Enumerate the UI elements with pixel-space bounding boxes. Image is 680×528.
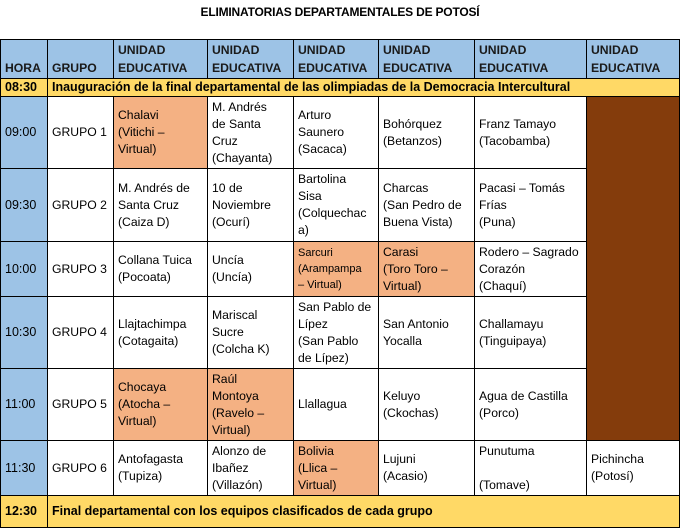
header-line: EDUCATIVA (298, 61, 368, 75)
school-cell (379, 441, 475, 496)
row-time: 10:00 (1, 242, 48, 297)
school-cell (379, 97, 475, 169)
opening-row (1, 79, 680, 97)
table-row (1, 369, 680, 441)
cell-text-line: (Atocha – (118, 397, 171, 411)
cell-text-line: Keluyo (383, 388, 421, 403)
row-group: GRUPO 6 (48, 441, 114, 496)
cell-text-line: (Betanzos) (383, 133, 442, 148)
header-row (1, 40, 680, 79)
table-row (1, 169, 680, 242)
row-group: GRUPO 1 (48, 97, 114, 169)
cell-text-line: Chocaya (118, 380, 167, 394)
cell-text-line: (Ckochas) (383, 405, 439, 420)
cell-text-line: Franz Tamayo (479, 116, 556, 131)
row-time: 11:00 (1, 369, 48, 441)
table-row (1, 242, 680, 297)
cell-text-line: de Santa (212, 116, 261, 131)
cell-text-line: Bolivia (298, 443, 334, 458)
school-cell (114, 441, 208, 496)
header-hora: HORA (1, 40, 48, 79)
cell-text-line: Antofagasta (118, 452, 184, 466)
cell-text-line: M. Andrés (212, 99, 267, 114)
cell-text-line: (Acasio) (383, 469, 428, 483)
table-row (1, 297, 680, 369)
cell-text-line: Buena Vista) (383, 214, 453, 229)
school-cell (208, 441, 294, 496)
cell-text-line: Noviembre (212, 197, 271, 212)
header-line: UNIDAD (298, 43, 346, 57)
row-time: 11:30 (1, 441, 48, 496)
cell-text-line: Charcas (383, 180, 429, 195)
cell-text-line: (Ravelo – (212, 405, 265, 420)
school-cell (208, 169, 294, 242)
cell-text-line: (Arampampa (298, 263, 362, 275)
cell-text-line: (Cotagaita) (118, 333, 179, 348)
cell-text-line: Carasi (383, 244, 419, 259)
cell-text-line: (Caiza D) (118, 214, 170, 229)
cell-text-line: (Tupiza) (118, 469, 163, 483)
cell-text-line: (Potosí) (591, 469, 634, 483)
row-group: GRUPO 2 (48, 169, 114, 242)
header-line: EDUCATIVA (118, 61, 188, 75)
cell-text-line: Yocalla (383, 333, 422, 348)
school-cell (294, 441, 379, 496)
table-row (1, 97, 680, 169)
closing-time: 12:30 (1, 496, 48, 528)
header-unidad-educativa-5 (475, 40, 587, 79)
cell-text-line: (Vitichi – (118, 125, 165, 139)
cell-text-line: Bartolina (298, 172, 347, 186)
school-cell (208, 297, 294, 369)
header-line: EDUCATIVA (479, 61, 549, 75)
cell-text-line: Arturo (298, 108, 332, 122)
header-line: UNIDAD (591, 43, 639, 57)
row-time: 09:00 (1, 97, 48, 169)
header-line: EDUCATIVA (212, 61, 282, 75)
school-cell (114, 297, 208, 369)
cell-text-line: M. Andrés de (118, 180, 190, 195)
school-cell (475, 369, 587, 441)
cell-text-line: Uncía (212, 253, 244, 267)
cell-text-line: Chalavi (118, 108, 159, 122)
cell-text-line: Saunero (298, 125, 345, 139)
cell-text-line: Raúl (212, 371, 238, 386)
cell-text-line: (Sacaca) (298, 142, 347, 156)
school-cell (114, 169, 208, 242)
cell-text-line: Ibañez (212, 460, 249, 475)
cell-text-line: (Chayanta) (212, 150, 273, 165)
header-line: UNIDAD (212, 43, 260, 57)
cell-text-line: Virtual) (118, 142, 157, 156)
cell-text-line: (Toro Toro – (383, 261, 448, 276)
cell-text-line: Rodero – Sagrado (479, 244, 579, 259)
cell-text-line: Punutuma (479, 443, 535, 458)
school-cell (114, 97, 208, 169)
closing-row (1, 496, 680, 528)
cell-text-line: Llallagua (298, 397, 347, 411)
cell-text-line: San Antonio (383, 316, 449, 331)
school-cell (475, 169, 587, 242)
cell-text-line: (Tomave) (479, 477, 530, 492)
cell-text-line: (San Pablo (298, 333, 359, 348)
header-unidad-educativa-3 (294, 40, 379, 79)
header-unidad-educativa-1 (114, 40, 208, 79)
cell-text-line: (Villazón) (212, 477, 263, 492)
cell-text-line: Cruz (212, 133, 238, 148)
cell-text-line: (Tacobamba) (479, 133, 551, 148)
cell-text-line: Llajtachimpa (118, 316, 187, 331)
cell-text-line: Challamayu (479, 316, 544, 331)
cell-text-line: de Lípez) (298, 350, 349, 365)
school-cell (294, 369, 379, 441)
header-line: UNIDAD (383, 43, 431, 57)
header-unidad-educativa-6 (587, 40, 680, 79)
cell-text-line: (Ocurí) (212, 214, 250, 229)
cell-text-line: – Virtual) (298, 279, 342, 291)
empty-shaded-cell (587, 97, 680, 441)
cell-text-line: Sisa (298, 189, 322, 203)
school-cell (475, 441, 587, 496)
table-row (1, 441, 680, 496)
cell-text-line (479, 460, 582, 477)
schedule-table (0, 39, 680, 528)
school-cell (587, 441, 680, 496)
cell-text-line: Sucre (212, 325, 244, 339)
school-cell (294, 169, 379, 242)
document-title: ELIMINATORIAS DEPARTAMENTALES DE POTOSÍ (200, 5, 480, 19)
cell-text-line: Agua de Castilla (479, 388, 568, 403)
cell-text-line: (Tinguipaya) (479, 333, 547, 348)
header-unidad-educativa-4 (379, 40, 475, 79)
header-grupo: GRUPO (48, 40, 114, 79)
row-time: 09:30 (1, 169, 48, 242)
cell-text-line: San Pablo de (298, 299, 372, 314)
row-group: GRUPO 3 (48, 242, 114, 297)
cell-text-line: Virtual) (383, 278, 422, 293)
row-group: GRUPO 4 (48, 297, 114, 369)
cell-text-line: (Porco) (479, 405, 519, 420)
school-cell (294, 97, 379, 169)
cell-text-line: Mariscal (212, 308, 258, 322)
cell-text-line: Pacasi – Tomás (479, 180, 565, 195)
cell-text-line: Lípez (298, 316, 328, 331)
cell-text-line: Bohórquez (383, 116, 442, 131)
cell-text-line: Pichincha (591, 452, 644, 466)
school-cell (294, 242, 379, 297)
opening-time: 08:30 (1, 79, 48, 97)
school-cell (379, 297, 475, 369)
cell-text-line: (Llica – (298, 460, 338, 475)
cell-text-line: Lujuni (383, 452, 416, 466)
row-group: GRUPO 5 (48, 369, 114, 441)
school-cell (475, 242, 587, 297)
cell-text-line: Corazón (479, 261, 526, 276)
row-time: 10:30 (1, 297, 48, 369)
cell-text-line: (Colcha K) (212, 342, 270, 356)
school-cell (379, 169, 475, 242)
school-cell (208, 369, 294, 441)
school-cell (208, 242, 294, 297)
cell-text-line: (Colquechac (298, 206, 367, 220)
school-cell (294, 297, 379, 369)
cell-text-line: Sarcuri (298, 247, 333, 259)
cell-text-line: Frías (479, 197, 507, 212)
header-unidad-educativa-2 (208, 40, 294, 79)
closing-text: Final departamental con los equipos clasificados de cada grupo (48, 496, 680, 528)
cell-text-line: Virtual) (118, 414, 157, 428)
cell-text-line: (Pocoata) (118, 270, 171, 284)
header-line: UNIDAD (479, 43, 527, 57)
cell-text-line: Virtual) (212, 422, 251, 437)
opening-text: Inauguración de la final departamental de las olimpiadas de la Democracia Intercultural (48, 79, 680, 97)
school-cell (475, 297, 587, 369)
cell-text-line: Alonzo de (212, 443, 267, 458)
cell-text-line: 10 de (212, 180, 243, 195)
school-cell (379, 242, 475, 297)
school-cell (208, 97, 294, 169)
school-cell (114, 242, 208, 297)
cell-text-line: Virtual) (298, 477, 337, 492)
cell-text-line: Santa Cruz (118, 197, 179, 212)
header-line: UNIDAD (118, 43, 166, 57)
cell-text-line: (Puna) (479, 214, 516, 229)
cell-text-line: Montoya (212, 388, 259, 403)
cell-text-line: Collana Tuica (118, 253, 192, 267)
cell-text-line: (San Pedro de (383, 197, 462, 212)
cell-text-line: (Uncía) (212, 270, 252, 284)
header-line: EDUCATIVA (591, 61, 661, 75)
header-line: EDUCATIVA (383, 61, 453, 75)
school-cell (475, 97, 587, 169)
school-cell (379, 369, 475, 441)
cell-text-line: (Chaquí) (479, 278, 527, 293)
cell-text-line: a) (298, 223, 309, 237)
school-cell (114, 369, 208, 441)
